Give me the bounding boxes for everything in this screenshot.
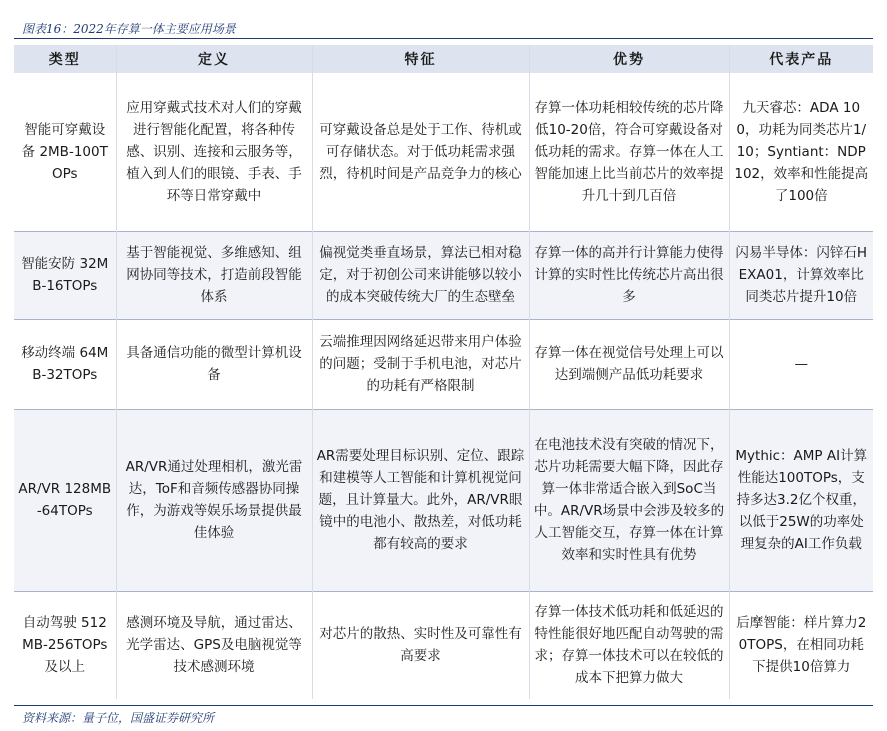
cell-product: Mythic：AMP AI计算性能达100TOPs，支持多达3.2亿个权重，以低于25W的功率处理复杂的AI工作负载 [729,409,873,591]
table-row [14,319,873,409]
cell-type: AR/VR 128MB-64TOPs [14,409,116,591]
cell-type: 智能可穿戴设备 2MB-100TOPs [21,121,108,182]
cell-feature: AR需要处理目标识别、定位、跟踪和建模等人工智能和计算机视觉问题，且计算量大。此外，AR/VR眼镜中的电池小、散热差，对低功耗都有较高的要求 [312,409,529,591]
cell-product: 九天睿芯：ADA 100，功耗为同类芯片1/10；Syntiant：NDP 102，效率和性能提高了100倍 [729,73,873,231]
cell-definition: 感测环境及导航，通过雷达、光学雷达、GPS及电脑视觉等技术感测环境 [116,591,312,699]
figure-caption: 图表16：2022年存算一体主要应用场景 [22,22,236,36]
cell-feature: 偏视觉类垂直场景，算法已相对稳定，对于初创公司来讲能够以较小的成本突破传统大厂的生态壁垒 [312,231,529,319]
cell-type: 自动驾驶 512MB-256TOPs及以上 [22,615,108,676]
cell-product: 闪易半导体：闪锌石HEXA01，计算效率比同类芯片提升10倍 [729,231,873,319]
cell-product: 后摩智能：样片算力20TOPS，在相同功耗下提供10倍算力 [729,591,873,699]
cell-advantage: 在电池技术没有突破的情况下，芯片功耗需要大幅下降，因此存算一体非常适合嵌入到SoC当中。AR/VR场景中会涉及较多的人工智能交互，存算一体在计算效率和实时性具有优势 [529,409,729,591]
cell-type: 移动终端 64MB-32TOPs [21,345,109,383]
cell-advantage: 存算一体功耗相较传统的芯片降低10-20倍，符合可穿戴设备对低功耗的需求。存算一体在人工智能加速上比当前芯片的效率提升几十到几百倍 [529,73,729,231]
source-note: 资料来源：量子位，国盛证券研究所 [22,711,215,725]
cell-advantage: 存算一体的高并行计算能力使得计算的实时性比传统芯片高出很多 [529,231,729,319]
table-row [14,231,873,319]
cell-definition: 应用穿戴式技术对人们的穿戴进行智能化配置，将各种传感、识别、连接和云服务等，植入到人们的眼镜、手表、手环等日常穿戴中 [116,73,312,231]
cell-feature: 云端推理因网络延迟带来用户体验的问题；受制于手机电池，对芯片的功耗有严格限制 [312,319,529,409]
cell-advantage: 存算一体在视觉信号处理上可以达到端侧产品低功耗要求 [529,319,729,409]
bottom-rule [14,705,873,706]
header-type: 类型 [14,45,116,73]
cell-feature: 对芯片的散热、实时性及可靠性有高要求 [312,591,529,699]
cell-advantage: 存算一体技术低功耗和低延迟的特性能很好地匹配自动驾驶的需求；存算一体技术可以在较低的成本下把算力做大 [529,591,729,699]
header-product: 代表产品 [729,45,873,73]
top-rule [14,38,873,39]
header-definition: 定义 [116,45,312,73]
cell-definition: 基于智能视觉、多维感知、组网协同等技术，打造前段智能体系 [116,231,312,319]
table-row [14,409,873,591]
application-table [14,45,873,699]
header-advantage: 优势 [529,45,729,73]
table-row [14,73,873,231]
header-row [14,45,873,73]
cell-type: 智能安防 32MB-16TOPs [14,231,116,319]
table-row [14,591,873,699]
cell-definition: AR/VR通过处理相机，激光雷达，ToF和音频传感器协同操作，为游戏等娱乐场景提供最佳体验 [116,409,312,591]
header-feature: 特征 [312,45,529,73]
cell-feature: 可穿戴设备总是处于工作、待机或可存储状态。对于低功耗需求强烈，待机时间是产品竞争力的核心 [312,73,529,231]
cell-product: — [729,319,873,409]
cell-definition: 具备通信功能的微型计算机设备 [116,319,312,409]
